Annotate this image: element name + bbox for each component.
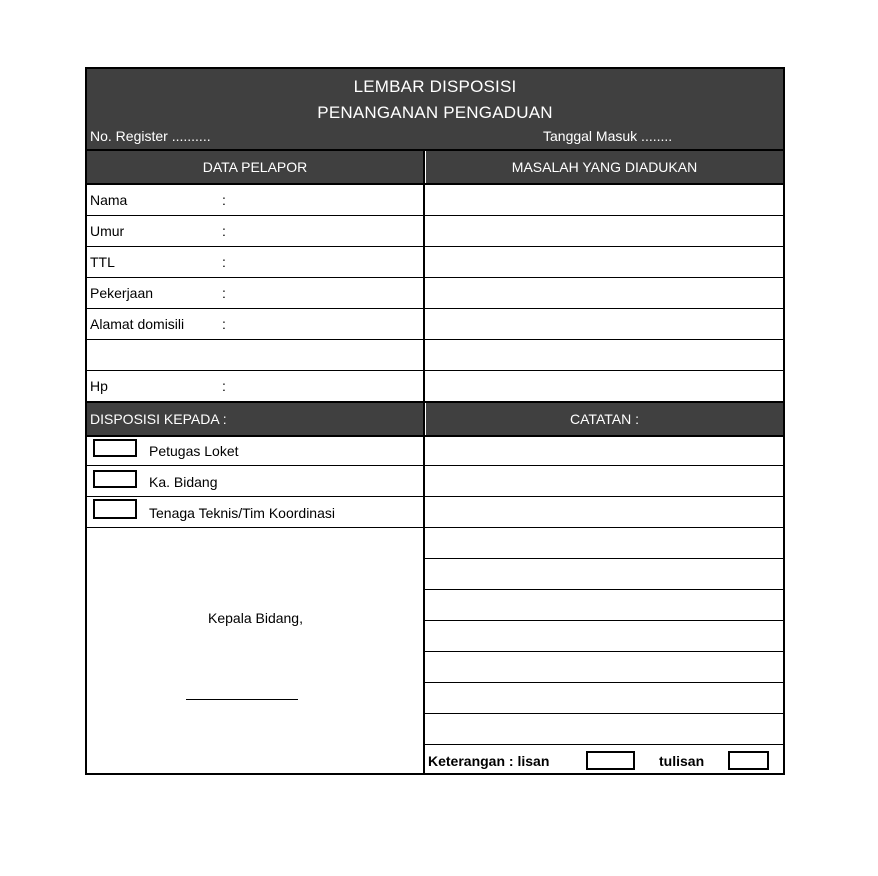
ka-bidang-checkbox[interactable]	[93, 470, 137, 488]
catatan-header: CATATAN :	[426, 403, 783, 435]
field-pekerjaan-label: Pekerjaan	[90, 285, 154, 301]
column-header-divider	[87, 183, 783, 185]
row-line	[87, 339, 783, 340]
row-line	[423, 651, 783, 652]
disposisi-header: DISPOSISI KEPADA :	[87, 403, 423, 435]
row-line	[87, 370, 783, 371]
data-pelapor-header: DATA PELAPOR	[87, 151, 423, 183]
field-umur-label: Umur	[90, 223, 125, 239]
row-line	[87, 496, 783, 497]
row-line	[423, 682, 783, 683]
row-line	[423, 713, 783, 714]
field-hp-colon: :	[222, 378, 226, 394]
field-nama-label: Nama	[90, 192, 128, 208]
disposition-form	[85, 67, 785, 775]
field-alamat-colon: :	[222, 316, 226, 332]
section-divider	[87, 435, 783, 437]
masalah-header: MASALAH YANG DIADUKAN	[426, 151, 783, 183]
field-alamat-label: Alamat domisili	[90, 316, 185, 332]
form-header	[87, 69, 783, 149]
lisan-checkbox[interactable]	[586, 751, 635, 770]
register-number: No. Register ..........	[90, 128, 211, 144]
field-hp-label: Hp	[90, 378, 108, 394]
row-line	[423, 744, 783, 745]
tenaga-teknis-label: Tenaga Teknis/Tim Koordinasi	[149, 505, 335, 521]
ka-bidang-label: Ka. Bidang	[149, 474, 218, 490]
row-line	[423, 558, 783, 559]
form-title: LEMBAR DISPOSISI	[353, 77, 517, 96]
signature-area	[90, 557, 421, 772]
field-nama-colon: :	[222, 192, 226, 208]
row-line	[87, 308, 783, 309]
row-line	[87, 465, 783, 466]
tenaga-teknis-checkbox[interactable]	[93, 499, 137, 519]
row-line	[423, 589, 783, 590]
row-line	[87, 527, 783, 528]
field-umur-colon: :	[222, 223, 226, 239]
field-ttl-colon: :	[222, 254, 226, 270]
row-line	[87, 277, 783, 278]
form-subtitle: PENANGANAN PENGADUAN	[317, 103, 553, 122]
entry-date: Tanggal Masuk ........	[543, 128, 673, 144]
row-line	[87, 246, 783, 247]
signature-title: Kepala Bidang,	[208, 610, 303, 626]
row-line	[423, 620, 783, 621]
keterangan-lisan-label: Keterangan : lisan	[428, 753, 550, 769]
petugas-loket-label: Petugas Loket	[149, 443, 239, 459]
header-divider	[87, 149, 783, 151]
row-line	[87, 215, 783, 216]
signature-line	[186, 699, 298, 700]
field-ttl-label: TTL	[90, 254, 115, 270]
keterangan-tulisan-label: tulisan	[659, 753, 705, 769]
petugas-loket-checkbox[interactable]	[93, 439, 137, 457]
tulisan-checkbox[interactable]	[728, 751, 769, 770]
field-pekerjaan-colon: :	[222, 285, 226, 301]
